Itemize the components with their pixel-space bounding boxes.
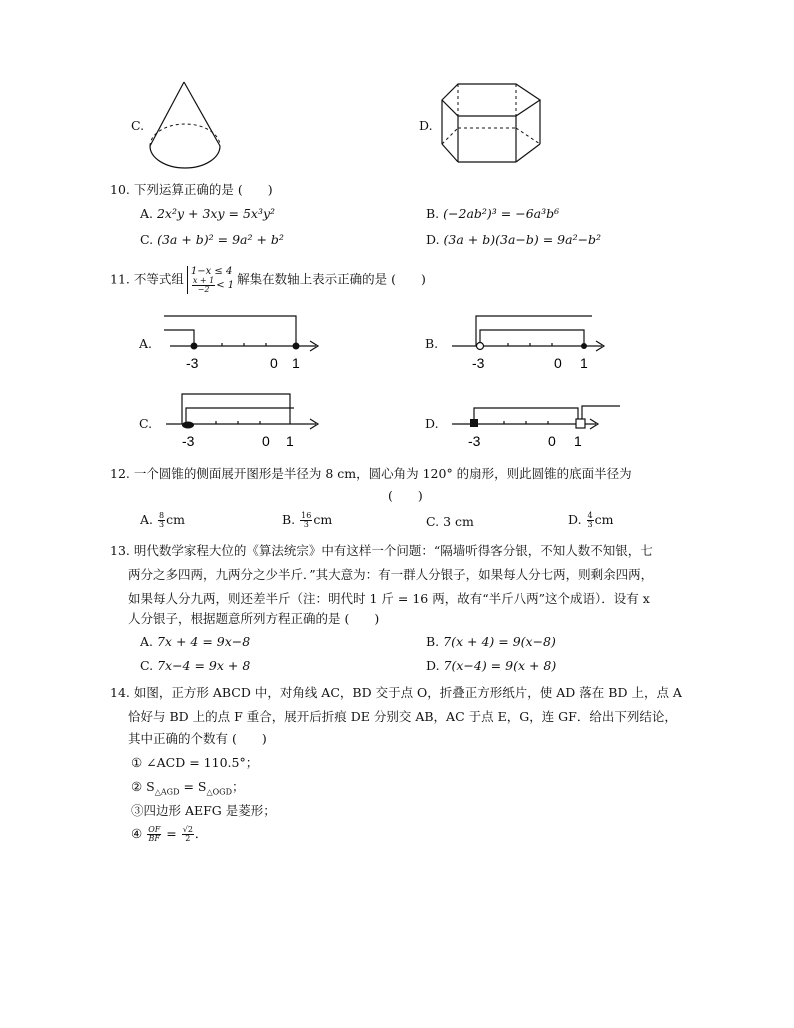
q12-option-d-unit: cm bbox=[594, 512, 614, 527]
q10-option-b-expr: (−2ab²)³ = −6a³b⁶ bbox=[443, 206, 560, 221]
option-d-label: D. bbox=[419, 118, 433, 133]
q14-c4-den2: 2 bbox=[185, 834, 191, 843]
q11-c-tick-label-neg3: -3 bbox=[182, 433, 195, 449]
q10-stem: 10. 下列运算正确的是 ( ) bbox=[110, 182, 273, 197]
q14-c4-den1: BF bbox=[148, 834, 160, 843]
q11-ineq1: 1−x ≤ 4 bbox=[190, 266, 233, 277]
q11-stem bbox=[110, 266, 426, 294]
q12-option-a-num: 8 bbox=[158, 511, 165, 520]
q11-number-line-d bbox=[446, 388, 626, 452]
q13-option-d-label: D. bbox=[426, 658, 444, 673]
q11-c-tick-label-0: 0 bbox=[262, 433, 270, 449]
q11-b-tick-label-0: 0 bbox=[554, 355, 562, 371]
q11-number-line-c bbox=[160, 388, 325, 452]
q12-option-d-den: 3 bbox=[587, 520, 593, 529]
q12-paren: ( ) bbox=[388, 488, 423, 503]
q12-option-c-label: C. bbox=[426, 514, 444, 529]
q12-option-b bbox=[282, 510, 332, 530]
q13-line-1: 13. 明代数学家程大位的《算法统宗》中有这样一个问题：“隔墙听得客分银，不知人数不知银，七 bbox=[110, 543, 653, 558]
q10-option-d bbox=[426, 230, 601, 250]
q12-option-d-num: 4 bbox=[587, 511, 593, 520]
q13-line-3: 如果每人分九两，则还差半斤（注：明代时 1 斤 = 16 两，故有“半斤八两”这个成语）．设有 x bbox=[128, 591, 650, 606]
q11-c-tick-label-1: 1 bbox=[286, 433, 294, 449]
q12-option-d bbox=[568, 510, 613, 530]
q11-number-line-a bbox=[160, 310, 325, 374]
q13-option-b-label: B. bbox=[426, 634, 444, 649]
q13-option-b-expr: 7(x + 4) = 9(x−8) bbox=[443, 634, 556, 649]
q11-a-tick-label-1: 1 bbox=[292, 355, 300, 371]
q10-option-a bbox=[140, 204, 275, 224]
q14-c2-sub2: △OGD bbox=[206, 787, 232, 797]
q12-option-a-den: 3 bbox=[158, 520, 165, 529]
q12-option-c-value: 3 cm bbox=[443, 514, 474, 529]
q14-c2-prefix: ② S bbox=[131, 779, 155, 794]
q14-c4-eq: = bbox=[162, 826, 181, 841]
q14-c4-end: ． bbox=[194, 826, 208, 841]
q11-d-tick-label-neg3: -3 bbox=[468, 433, 481, 449]
q13-line-4: 人分银子，根据题意所列方程正确的是 ( ) bbox=[128, 611, 380, 626]
q10-option-d-expr: (3a + b)(3a−b) = 9a²−b² bbox=[443, 232, 602, 247]
q11-number: 11. 不等式组 bbox=[110, 271, 184, 287]
q14-c2-mid: = S bbox=[179, 779, 207, 794]
q13-option-c-expr: 7x−4 = 9x + 8 bbox=[157, 658, 251, 673]
q14-line-3: 其中正确的个数有 ( ) bbox=[128, 731, 267, 746]
q12-option-b-num: 16 bbox=[301, 511, 312, 520]
q12-option-b-label: B. bbox=[282, 512, 300, 527]
q14-line-1: 14. 如图，正方形 ABCD 中，对角线 AC，BD 交于点 O，折叠正方形纸片，使 AD 落在 BD 上，点 A bbox=[110, 685, 682, 700]
q14-c4-num1: OF bbox=[148, 825, 161, 834]
q10-option-d-label: D. bbox=[426, 232, 444, 247]
q10-option-a-label: A. bbox=[140, 206, 157, 221]
q11-ineq2-num: x + 1 bbox=[192, 276, 215, 285]
hexagonal-prism-figure bbox=[436, 78, 546, 170]
q11-ineq2-den: −2 bbox=[197, 285, 210, 294]
q13-option-c-label: C. bbox=[140, 658, 158, 673]
q14-conclusion-3: ③四边形 AEFG 是菱形； bbox=[131, 803, 276, 818]
q11-option-d-label: D. bbox=[425, 416, 439, 431]
q10-option-c bbox=[140, 230, 284, 250]
q14-conclusion-2 bbox=[131, 777, 245, 803]
q11-a-tick-label-neg3: -3 bbox=[186, 355, 199, 371]
q14-c4-prefix: ④ bbox=[131, 826, 147, 841]
q10-option-a-expr: 2x²y + 3xy = 5x³y² bbox=[156, 206, 276, 221]
q12-option-b-den: 3 bbox=[303, 520, 309, 529]
cone-figure bbox=[140, 76, 230, 176]
q11-option-b-label: B. bbox=[425, 336, 439, 351]
q14-c4-num2: √2 bbox=[182, 825, 193, 834]
q13-option-c bbox=[140, 656, 250, 676]
q12-option-a-label: A. bbox=[140, 512, 157, 527]
q12-option-a bbox=[140, 510, 185, 530]
q10-option-c-label: C. bbox=[140, 232, 158, 247]
q11-b-tick-label-neg3: -3 bbox=[472, 355, 485, 371]
q13-line-2: 两分之多四两，九两分之少半斤．”其大意为：有一群人分银子，如果每人分七两，则剩余四两， bbox=[128, 567, 654, 582]
q14-conclusion-4 bbox=[131, 824, 207, 844]
option-c-label: C. bbox=[131, 118, 145, 133]
q10-option-b-label: B. bbox=[426, 206, 444, 221]
q13-option-b bbox=[426, 632, 556, 652]
q10-option-c-expr: (3a + b)² = 9a² + b² bbox=[157, 232, 284, 247]
q11-ineq2-rhs: < 1 bbox=[216, 280, 235, 291]
q13-option-d-expr: 7(x−4) = 9(x + 8) bbox=[443, 658, 557, 673]
q10-option-b bbox=[426, 204, 559, 224]
q14-c2-end: ； bbox=[231, 779, 245, 794]
q11-option-a-label: A. bbox=[139, 336, 153, 351]
q11-number-line-b bbox=[446, 310, 611, 374]
q11-option-c-label: C. bbox=[139, 416, 153, 431]
q11-inequality-system bbox=[187, 266, 234, 294]
q11-a-tick-label-0: 0 bbox=[270, 355, 278, 371]
q12-option-a-unit: cm bbox=[166, 512, 185, 527]
q11-d-tick-label-0: 0 bbox=[548, 433, 556, 449]
q11-b-tick-label-1: 1 bbox=[580, 355, 588, 371]
q14-c2-sub1: △AGD bbox=[154, 787, 180, 797]
q13-option-a-expr: 7x + 4 = 9x−8 bbox=[156, 634, 251, 649]
q12-option-d-label: D. bbox=[568, 512, 586, 527]
q12-stem: 12. 一个圆锥的侧面展开图形是半径为 8 cm，圆心角为 120° 的扇形，则此圆锥的底面半径为 bbox=[110, 466, 632, 481]
q11-d-tick-label-1: 1 bbox=[574, 433, 582, 449]
q13-option-a-label: A. bbox=[140, 634, 157, 649]
q12-option-b-unit: cm bbox=[313, 512, 333, 527]
q12-option-c bbox=[426, 512, 474, 532]
q14-line-2: 恰好与 BD 上的点 F 重合，展开后折痕 DE 分别交 AB，AC 于点 E，G，连 GF．给出下列结论， bbox=[128, 709, 677, 724]
q11-tail: 解集在数轴上表示正确的是 ( ) bbox=[237, 271, 426, 287]
q14-conclusion-1: ① ∠ACD = 110.5°； bbox=[131, 755, 259, 770]
q13-option-d bbox=[426, 656, 556, 676]
q13-option-a bbox=[140, 632, 250, 652]
